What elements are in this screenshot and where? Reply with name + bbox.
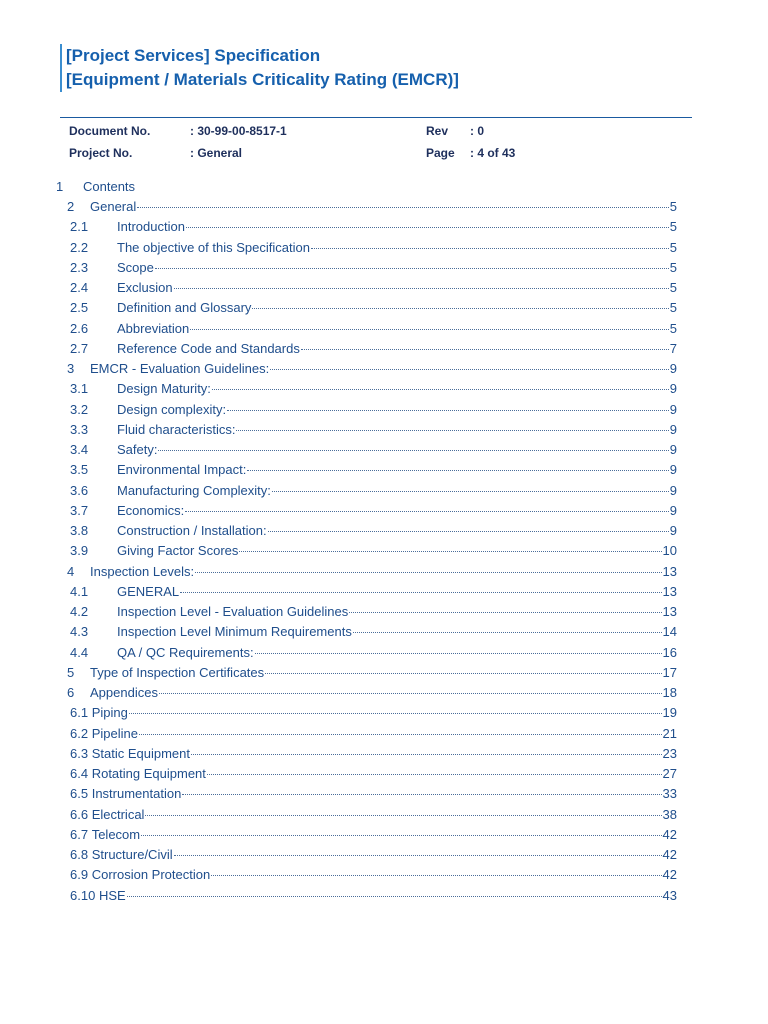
toc-entry-page-number: 42 [662,847,677,862]
toc-entry-number: 6.1 [70,705,89,721]
toc-entry-number: 2.4 [70,280,89,295]
toc-dot-leader [252,308,668,309]
toc-entry[interactable] [0,239,768,259]
toc-dot-leader [195,572,661,573]
toc-entry-label: Economics: [117,502,185,518]
toc-entry-page-number: 18 [662,685,677,700]
toc-entry[interactable] [0,765,768,785]
toc-entry-number: 6.9 [70,867,89,883]
toc-entry[interactable] [0,401,768,421]
toc-entry[interactable] [0,218,768,238]
page-value: : 4 of 43 [470,146,516,160]
toc-entry-page-number: 23 [662,745,677,761]
toc-entry-number: 3.5 [70,462,89,478]
toc-dot-leader [158,450,668,451]
toc-entry-page-number: 5 [669,280,677,295]
toc-entry-page-number: 5 [669,259,677,275]
toc-entry[interactable] [0,198,768,218]
toc-entry-number: 6.2 [70,725,89,741]
toc-entry-page-number: 5 [669,219,677,235]
toc-entry-label: Type of Inspection Certificates [90,664,265,680]
header-divider [60,117,692,118]
toc-dot-leader [191,754,662,755]
toc-entry-label: Telecom [91,826,141,842]
toc-dot-leader [190,329,668,330]
toc-dot-leader [180,592,661,593]
toc-dot-leader [301,349,669,350]
toc-entry-number: 3.7 [70,502,89,518]
toc-entry[interactable] [0,360,768,380]
toc-entry[interactable] [0,421,768,441]
toc-entry-link[interactable] [90,684,677,702]
toc-entry-page-number: 13 [662,583,677,599]
toc-dot-leader [155,268,669,269]
toc-entry-label: Abbreviation [117,320,190,336]
toc-entry[interactable] [0,320,768,340]
toc-entry-page-number: 17 [662,664,677,680]
toc-entry-label: General [90,199,137,214]
toc-entry-link[interactable] [117,380,677,398]
toc-entry-link[interactable] [117,644,677,662]
toc-entry-label: Structure/Civil [91,847,173,862]
toc-entry-page-number: 10 [662,543,677,559]
toc-entry-link[interactable] [70,725,677,743]
toc-entry-link[interactable] [70,806,677,824]
toc-entry-number: 3.4 [70,442,89,457]
toc-entry[interactable] [0,542,768,562]
toc-entry-number: 6.10 [70,887,96,903]
table-of-contents [0,198,768,907]
toc-dot-leader [265,673,661,674]
toc-entry[interactable] [0,704,768,724]
toc-entry-page-number: 16 [662,644,677,660]
toc-entry-page-number: 38 [662,806,677,822]
toc-entry[interactable] [0,725,768,745]
toc-entry-page-number: 14 [662,624,677,640]
toc-entry-number: 6.6 [70,806,89,822]
toc-entry[interactable] [0,461,768,481]
toc-entry-label: Introduction [117,219,185,235]
toc-entry[interactable] [0,522,768,542]
toc-dot-leader [212,389,669,390]
toc-entry-label: HSE [98,887,126,903]
toc-entry-label: The objective of this Specification [117,239,310,255]
toc-entry-number: 4.4 [70,644,89,660]
toc-dot-leader [137,207,669,208]
toc-dot-leader [141,835,661,836]
toc-entry-number: 6.8 [70,847,89,862]
toc-entry-label: QA / QC Requirements: [117,644,254,660]
toc-entry-label: Design Maturity: [117,381,211,397]
toc-entry-link[interactable] [70,704,677,722]
toc-entry-number: 3.6 [70,482,89,498]
toc-entry[interactable] [0,623,768,643]
project-no-value: : General [190,146,243,160]
toc-entry[interactable] [0,887,768,907]
toc-entry-link[interactable] [117,320,677,338]
toc-entry-page-number: 5 [669,300,677,316]
toc-entry-link[interactable] [117,218,677,236]
toc-entry[interactable] [0,583,768,603]
toc-entry-label: EMCR - Evaluation Guidelines: [90,361,270,376]
toc-dot-leader [139,734,662,735]
toc-entry-page-number: 42 [662,826,677,842]
toc-dot-leader [255,653,662,654]
toc-entry-label: Design complexity: [117,401,227,417]
toc-dot-leader [207,774,662,775]
toc-dot-leader [236,430,668,431]
toc-entry-number: 3.9 [70,543,89,559]
toc-entry-page-number: 21 [662,725,677,741]
toc-entry-label: Scope [117,259,154,275]
toc-entry[interactable] [0,299,768,319]
toc-entry-page-number: 5 [669,199,677,214]
toc-entry-label: Piping [91,705,128,721]
toc-dot-leader [185,511,669,512]
toc-entry-label: Environmental Impact: [117,462,247,478]
toc-entry[interactable] [0,563,768,583]
toc-entry[interactable] [0,380,768,400]
toc-entry-number: 2 [67,199,75,214]
toc-entry-number: 2.1 [70,219,89,235]
toc-entry-link[interactable] [117,623,677,641]
page-label: Page [426,146,455,160]
toc-entry-number: 4.2 [70,604,89,619]
toc-entry-page-number: 5 [669,320,677,336]
toc-entry-page-number: 13 [662,604,677,619]
toc-entry-page-number: 33 [662,786,677,802]
toc-dot-leader [182,794,661,795]
toc-entry-number: 3.1 [70,381,89,397]
toc-entry-link[interactable] [70,866,677,884]
toc-entry[interactable] [0,664,768,684]
toc-entry-link[interactable] [117,441,677,459]
toc-entry-link[interactable] [70,846,677,864]
document-no-label: Document No. [69,124,151,138]
document-title-block [60,44,459,92]
toc-entry-number: 3.8 [70,523,89,538]
toc-dot-leader [270,369,669,370]
toc-entry-number: 4 [67,563,75,579]
document-title-line-2: [Equipment / Materials Criticality Rating (EMCR)] [66,70,459,89]
toc-entry-link[interactable] [70,826,677,844]
toc-entry-page-number: 9 [669,462,677,478]
project-no-label: Project No. [69,146,133,160]
toc-dot-leader [268,531,669,532]
toc-dot-leader [145,815,661,816]
toc-entry-number: 4.1 [70,583,89,599]
toc-entry-link[interactable] [70,887,677,905]
toc-entry-link[interactable] [90,563,677,581]
toc-entry-link[interactable] [70,745,677,763]
toc-entry-link[interactable] [117,522,677,540]
toc-entry[interactable] [0,279,768,299]
toc-entry[interactable] [0,482,768,502]
toc-entry-label: Exclusion [117,280,173,295]
toc-dot-leader [272,491,669,492]
toc-entry-number: 2.5 [70,300,89,316]
toc-heading: Contents [83,179,136,194]
toc-entry-page-number: 9 [669,502,677,518]
toc-dot-leader [239,551,661,552]
toc-dot-leader [129,713,662,714]
toc-dot-leader [186,227,669,228]
toc-entry-number: 3.3 [70,421,89,437]
toc-entry[interactable] [0,785,768,805]
toc-dot-leader [159,693,662,694]
toc-entry-number: 4.3 [70,624,89,640]
toc-entry-link[interactable] [117,603,677,621]
toc-entry-link[interactable] [70,765,677,783]
toc-entry-number: 2.2 [70,239,89,255]
toc-entry-page-number: 19 [662,705,677,721]
toc-entry[interactable] [0,806,768,826]
toc-entry-label: Corrosion Protection [91,867,211,883]
toc-entry-label: Inspection Level - Evaluation Guidelines [117,604,349,619]
toc-entry-label: Inspection Level Minimum Requirements [117,624,352,640]
toc-entry-page-number: 9 [669,361,677,376]
toc-entry-label: Reference Code and Standards [117,340,300,356]
toc-entry-label: GENERAL [117,583,180,599]
toc-entry-link[interactable] [117,482,677,500]
toc-entry-link[interactable] [90,360,677,378]
toc-entry-link[interactable] [117,340,677,358]
toc-entry-label: Static Equipment [91,745,190,761]
toc-entry-link[interactable] [70,785,677,803]
toc-entry-label: Giving Factor Scores [117,543,239,559]
toc-entry-number: 5 [67,664,75,680]
toc-entry-link[interactable] [117,421,677,439]
toc-dot-leader [227,410,669,411]
toc-entry-number: 6.3 [70,745,89,761]
toc-dot-leader [174,288,669,289]
toc-entry-number: 6.5 [70,786,89,802]
toc-entry-link[interactable] [117,239,677,257]
toc-dot-leader [353,632,662,633]
toc-entry-label: Fluid characteristics: [117,421,236,437]
toc-entry-label: Instrumentation [91,786,182,802]
toc-entry-page-number: 13 [662,563,677,579]
toc-entry-link[interactable] [117,279,677,297]
toc-entry[interactable] [0,340,768,360]
toc-entry-link[interactable] [117,502,677,520]
toc-entry-page-number: 9 [669,401,677,417]
toc-entry-link[interactable] [117,542,677,560]
toc-entry-label: Appendices [90,685,158,700]
toc-entry[interactable] [0,684,768,704]
toc-entry[interactable] [0,441,768,461]
toc-entry[interactable] [0,826,768,846]
toc-entry[interactable] [0,745,768,765]
toc-entry-page-number: 27 [662,766,677,781]
toc-entry-label: Safety: [117,442,158,457]
toc-dot-leader [127,896,662,897]
toc-entry-label: Rotating Equipment [91,766,206,781]
toc-entry-label: Definition and Glossary [117,300,252,316]
toc-entry-page-number: 9 [669,482,677,498]
toc-entry-link[interactable] [90,664,677,682]
toc-entry-page-number: 9 [669,421,677,437]
toc-entry-link[interactable] [90,198,677,216]
toc-entry-number: 2.3 [70,259,89,275]
toc-entry-page-number: 9 [669,381,677,397]
toc-entry-label: Electrical [91,806,145,822]
toc-entry[interactable] [0,603,768,623]
toc-entry-page-number: 43 [662,887,677,903]
toc-dot-leader [174,855,662,856]
toc-dot-leader [311,248,669,249]
toc-entry-page-number: 5 [669,239,677,255]
toc-entry-page-number: 9 [669,523,677,538]
toc-entry-number: 6 [67,685,75,700]
toc-entry-label: Pipeline [91,725,138,741]
toc-entry[interactable] [0,502,768,522]
toc-entry-page-number: 9 [669,442,677,457]
document-title-line-1: [Project Services] Specification [66,46,321,65]
rev-value: : 0 [470,124,485,138]
toc-entry-number: 2.7 [70,340,89,356]
toc-entry[interactable] [0,866,768,886]
toc-entry-number: 6.4 [70,766,89,781]
toc-entry-number: 2.6 [70,320,89,336]
toc-entry-link[interactable] [117,461,677,479]
toc-entry-label: Manufacturing Complexity: [117,482,271,498]
toc-entry-label: Inspection Levels: [90,563,195,579]
toc-entry[interactable] [0,259,768,279]
toc-entry-link[interactable] [117,259,677,277]
toc-dot-leader [247,470,668,471]
toc-entry-number: 3 [67,361,75,376]
rev-label: Rev [426,124,449,138]
toc-entry[interactable] [0,846,768,866]
document-no-value: : 30-99-00-8517-1 [190,124,287,138]
toc-entry-page-number: 42 [662,867,677,883]
toc-entry-link[interactable] [117,401,677,419]
toc-entry-number: 6.7 [70,826,89,842]
toc-entry-number: 3.2 [70,401,89,417]
toc-entry-link[interactable] [117,583,677,601]
toc-entry[interactable] [0,644,768,664]
toc-dot-leader [211,875,661,876]
toc-entry-label: Construction / Installation: [117,523,267,538]
toc-heading-number: 1 [56,179,64,194]
toc-entry-link[interactable] [117,299,677,317]
toc-dot-leader [349,612,661,613]
toc-entry-page-number: 7 [669,340,677,356]
